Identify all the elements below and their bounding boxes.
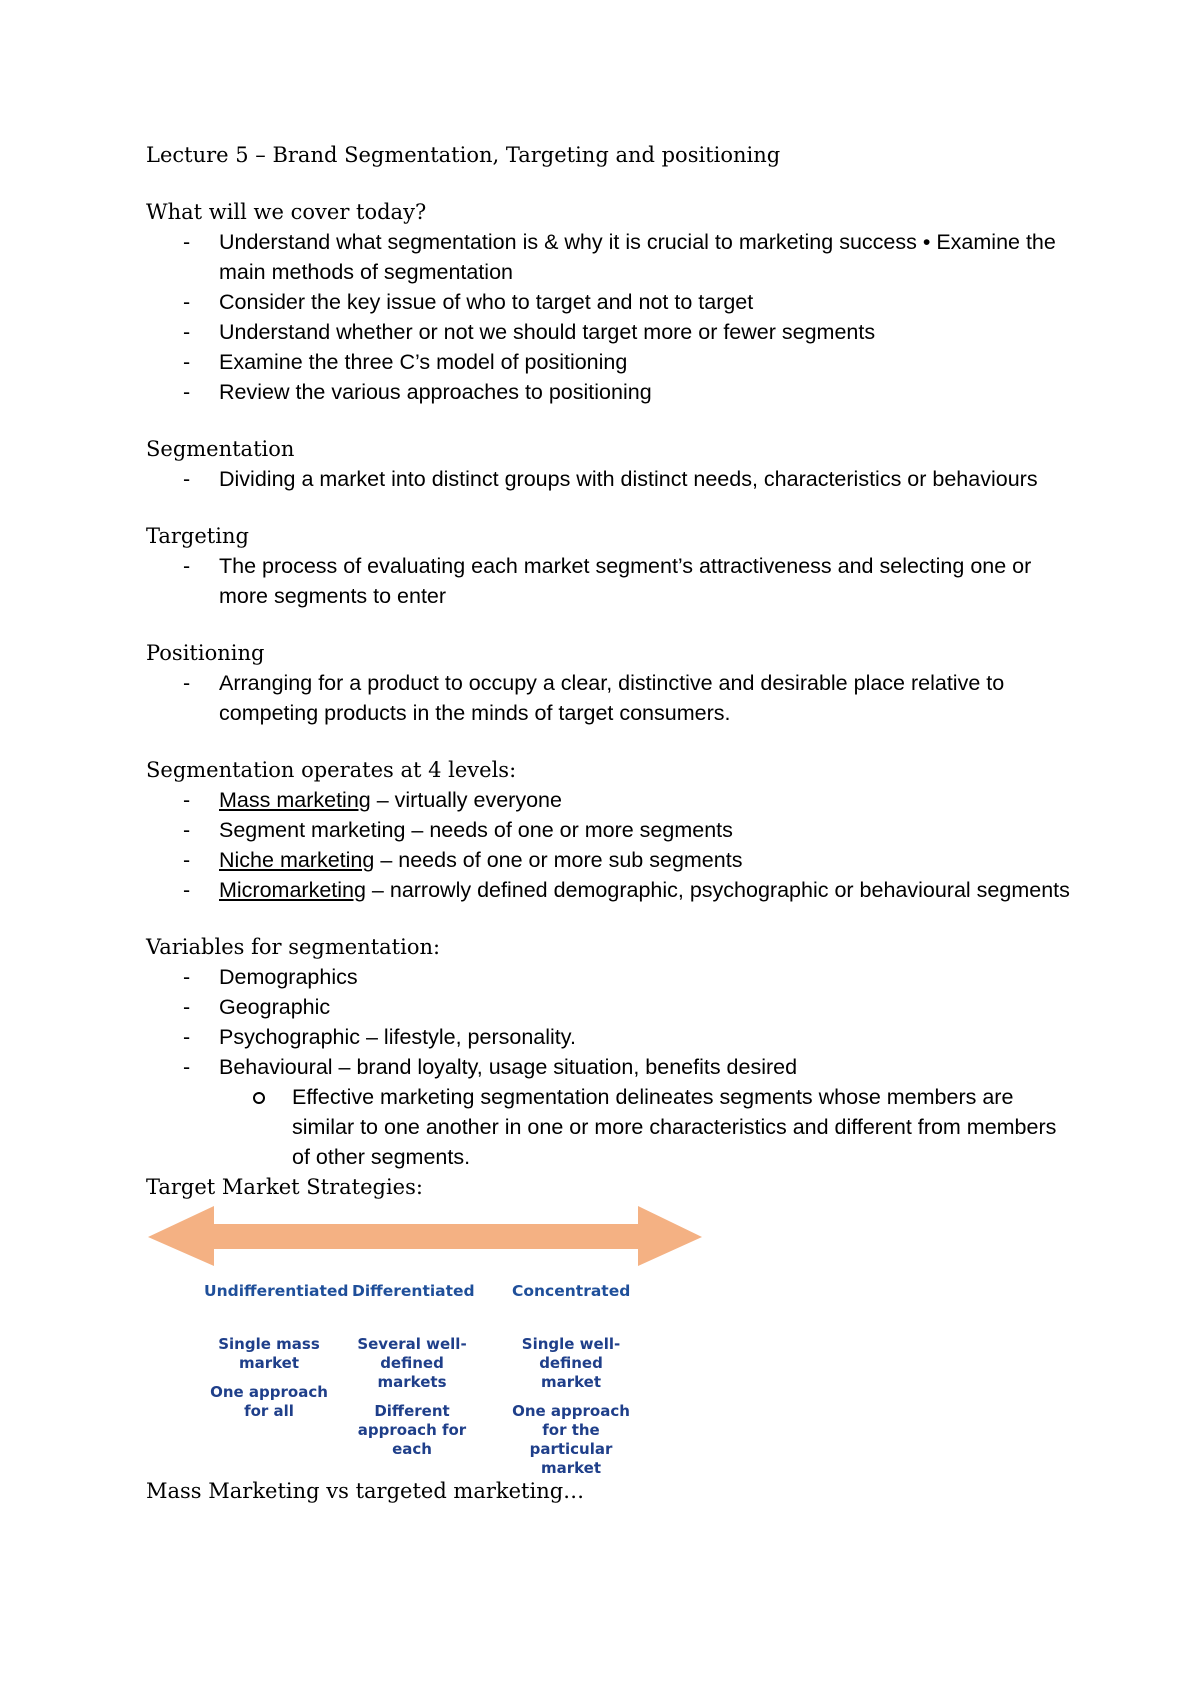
strategy-market: Single well-defined market xyxy=(521,1335,621,1391)
segmentation-heading: Segmentation xyxy=(146,437,295,461)
list-item: - The process of evaluating each market segment’s attractiveness and selecting one or more segments to enter xyxy=(183,554,1032,608)
double-arrow-icon xyxy=(146,1206,706,1276)
strategy-label: Undifferentiated xyxy=(204,1282,349,1300)
list-item: - Consider the key issue of who to target and not to target xyxy=(183,290,754,314)
levels-list xyxy=(146,785,1076,905)
niche-marketing-term: Niche marketing xyxy=(219,848,375,872)
list-item: - Understand what segmentation is & why it is crucial to marketing success • Examine the main methods of segmentation xyxy=(183,230,1056,284)
list-item: - Mass marketing – virtually everyone xyxy=(183,788,562,812)
positioning-heading: Positioning xyxy=(146,641,265,665)
strategy-column-undifferentiated xyxy=(204,1282,349,1421)
footer-heading: Mass Marketing vs targeted marketing… xyxy=(146,1479,585,1503)
circle-bullet-icon xyxy=(253,1092,265,1104)
variables-sublist xyxy=(219,1082,1076,1172)
cover-heading: What will we cover today? xyxy=(146,200,427,224)
positioning-list xyxy=(146,668,1076,728)
strategy-approach: One approach for the particular market xyxy=(512,1402,630,1477)
list-item: - Psychographic – lifestyle, personality. xyxy=(183,1025,576,1049)
list-item: - Dividing a market into distinct groups with distinct needs, characteristics or behaviours xyxy=(183,467,1038,491)
strategy-column-concentrated xyxy=(512,1282,630,1478)
list-item: - Micromarketing – narrowly defined demographic, psychographic or behavioural segments xyxy=(183,878,1070,902)
list-item: - Segment marketing – needs of one or more segments xyxy=(183,818,733,842)
list-item: - Examine the three C’s model of positioning xyxy=(183,350,628,374)
strategy-label: Differentiated xyxy=(352,1282,475,1300)
strategy-market: Single mass market xyxy=(218,1335,320,1372)
targeting-heading: Targeting xyxy=(146,524,249,548)
target-market-strategies-diagram xyxy=(146,1206,706,1476)
list-item: - Review the various approaches to positioning xyxy=(183,380,652,404)
list-item: - Understand whether or not we should target more or fewer segments xyxy=(183,320,876,344)
targeting-list xyxy=(146,551,1076,611)
variables-list xyxy=(146,962,1076,1172)
strategy-label: Concentrated xyxy=(512,1282,631,1300)
strategy-column-differentiated xyxy=(352,1282,475,1459)
variables-heading: Variables for segmentation: xyxy=(146,935,441,959)
list-item: - Behavioural – brand loyalty, usage situation, benefits desired Effective marketing segmentation delineates segments whose members are similar to one another in one or more characteristics and different from members of other segments. xyxy=(146,1052,1076,1172)
strategy-approach: Different approach for each xyxy=(357,1402,467,1458)
page-title: Lecture 5 – Brand Segmentation, Targeting and positioning xyxy=(146,143,781,167)
cover-list xyxy=(146,227,1076,407)
strategy-approach: One approach for all xyxy=(210,1383,328,1420)
strategies-heading: Target Market Strategies: xyxy=(146,1175,423,1199)
lecture-notes-page xyxy=(146,140,1076,1506)
list-item: - Demographics xyxy=(183,965,358,989)
sub-list-item: Effective marketing segmentation delineates segments whose members are similar to one another in one or more characteristics and different from members of other segments. xyxy=(219,1082,1076,1172)
list-item: - Arranging for a product to occupy a clear, distinctive and desirable place relative to competing products in the minds of target consumers. xyxy=(183,671,1005,725)
list-item: - Niche marketing – needs of one or more sub segments xyxy=(183,848,743,872)
levels-heading: Segmentation operates at 4 levels: xyxy=(146,758,517,782)
strategy-market: Several well-defined markets xyxy=(357,1335,467,1391)
segmentation-list xyxy=(146,464,1076,494)
mass-marketing-term: Mass marketing xyxy=(219,788,371,812)
list-item: - Geographic xyxy=(183,995,331,1019)
micromarketing-term: Micromarketing xyxy=(219,878,366,902)
